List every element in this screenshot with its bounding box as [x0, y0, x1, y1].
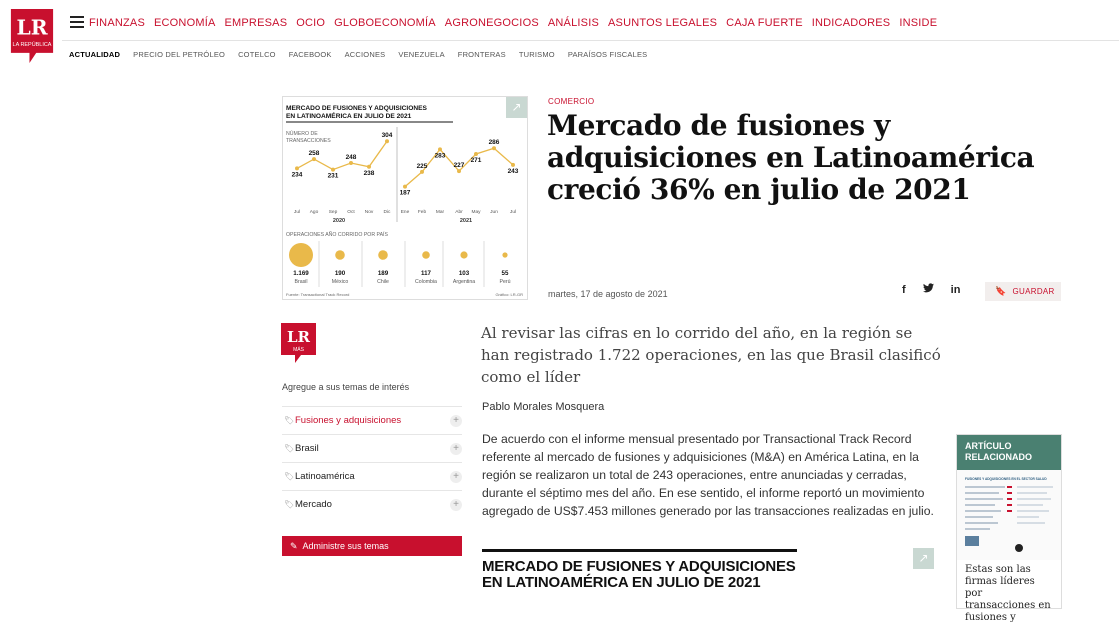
pencil-icon: ✎ [290, 541, 298, 551]
inline-chart-preview [482, 549, 797, 591]
article-author[interactable]: Pablo Morales Mosquera [482, 401, 605, 413]
topic-label: Latinoamérica [295, 471, 355, 482]
save-button[interactable] [985, 282, 1061, 301]
linkedin-icon[interactable]: in [950, 283, 961, 296]
nav-item-inside[interactable]: INSIDE [899, 17, 938, 29]
chart-source: Fuente: Transactional Track Record [286, 292, 350, 297]
related-thumbnail-graphic [963, 474, 1057, 556]
article-date: martes, 17 de agosto de 2021 [548, 289, 668, 299]
data-label: 238 [363, 169, 375, 177]
country-value: 117 [421, 270, 431, 277]
nav-item-analisis[interactable]: ANÁLISIS [547, 17, 599, 29]
section-label[interactable]: COMERCIO [548, 97, 595, 106]
expand-image-icon[interactable]: ↗ [913, 548, 934, 569]
subnav-item-fronteras[interactable]: FRONTERAS [457, 50, 506, 59]
country-value: 190 [334, 270, 346, 277]
chart-title-line2: EN LATINOAMÉRICA EN JULIO DE 2021 [286, 113, 412, 120]
nav-item-caja-fuerte[interactable]: CAJA FUERTE [726, 17, 803, 29]
data-label: 286 [488, 139, 500, 147]
data-point [474, 152, 478, 156]
topic-label: Brasil [295, 443, 319, 454]
add-topic-icon[interactable]: + [450, 471, 462, 483]
expand-image-icon[interactable]: ↗ [506, 97, 527, 118]
tick-label: Ene [400, 210, 410, 215]
primary-nav [89, 17, 946, 29]
topic-item-brasil[interactable] [282, 434, 462, 462]
country-bubble [335, 250, 345, 260]
add-topic-icon[interactable]: + [450, 443, 462, 455]
data-point [367, 165, 371, 169]
data-label: 234 [291, 171, 303, 179]
related-header: ARTÍCULO RELACIONADO [957, 435, 1061, 470]
data-point [420, 170, 424, 174]
tick-label: Dic [383, 210, 391, 215]
data-point [511, 163, 515, 167]
country-value: 103 [458, 270, 470, 277]
data-point [492, 146, 496, 150]
year-label-2020: 2020 [332, 218, 346, 224]
bubble-chart-title: OPERACIONES AÑO CORRIDO POR PAÍS [286, 232, 388, 238]
data-label: 225 [416, 162, 428, 170]
add-topic-icon[interactable]: + [450, 415, 462, 427]
data-label: 227 [453, 162, 465, 170]
lrmas-text: LR [286, 328, 311, 346]
data-point [349, 161, 353, 165]
chart-rule [482, 549, 797, 552]
tick-label: May [471, 210, 481, 215]
article-body: De acuerdo con el informe mensual presentado por Transactional Track Record referente al mercado de fusiones y adquisiciones (M&A) en América Latina, en la región se realizaron un total de 243 operaciones, entre anunciadas y cerradas, durante el séptimo mes del año. En ese sentido, el informe reportó un movimiento agregado de US$7.453 millones generado por las transacciones realizadas en julio. [482, 432, 934, 518]
data-point [331, 168, 335, 172]
tick-label: Nov [364, 210, 374, 215]
data-point [385, 139, 389, 143]
data-label: 243 [507, 167, 519, 175]
nav-item-economia[interactable]: ECONOMÍA [154, 17, 216, 29]
subnav-item-turismo[interactable]: TURISMO [518, 50, 555, 59]
nav-item-finanzas[interactable]: FINANZAS [89, 17, 145, 29]
chart-ylabel-line1: NÚMERO DE [286, 131, 318, 137]
subnav-item-venezuela[interactable]: VENEZUELA [398, 50, 445, 59]
data-label: 187 [399, 189, 411, 197]
data-label: 304 [381, 132, 393, 140]
topics-heading: Agregue a sus temas de interés [282, 382, 410, 392]
data-point [438, 147, 442, 151]
nav-item-globoeconomia[interactable]: GLOBOECONOMÍA [334, 17, 436, 29]
add-topic-icon[interactable]: + [450, 499, 462, 511]
data-label: 248 [345, 154, 357, 161]
save-label: GUARDAR [1012, 287, 1055, 296]
thumb-title: FUSIONES Y ADQUISICIONES EN EL SECTOR SALUD [965, 477, 1047, 481]
subnav-item-facebook[interactable]: FACEBOOK [288, 50, 332, 59]
nav-item-ocio[interactable]: OCIO [296, 17, 326, 29]
twitter-icon[interactable] [923, 283, 934, 296]
subnav-item-acciones[interactable]: ACCIONES [344, 50, 386, 59]
country-value: 55 [501, 270, 509, 277]
hero-chart-image[interactable] [282, 96, 528, 300]
chart-title-line1: MERCADO DE FUSIONES Y ADQUISICIONES [286, 105, 427, 112]
subnav-item-precio-petroleo[interactable]: PRECIO DEL PETRÓLEO [133, 50, 226, 59]
data-point [457, 169, 461, 173]
tick-label: Jul [293, 210, 301, 215]
facebook-icon[interactable]: f [902, 283, 906, 296]
data-label: 283 [434, 152, 446, 160]
inline-chart-title: MERCADO DE FUSIONES Y ADQUISICIONES EN LATINOAMÉRICA EN JULIO DE 2021 [482, 558, 796, 591]
country-bubble [289, 243, 313, 267]
tick-label: Jul [509, 210, 517, 215]
bookmark-icon: 🔖 [995, 286, 1007, 296]
country-name: México [331, 279, 349, 285]
country-name: Perú [499, 279, 511, 285]
data-label: 258 [308, 150, 320, 158]
tick-label: Feb [417, 210, 427, 215]
chart [283, 97, 527, 299]
bubble-group [289, 241, 511, 287]
related-thumbnail[interactable] [957, 470, 1061, 560]
tag-icon: 🏷 [284, 416, 295, 425]
nav-divider [62, 40, 1119, 41]
nav-item-agronegocios[interactable]: AGRONEGOCIOS [444, 17, 539, 29]
manage-label: Administre sus temas [302, 541, 389, 551]
country-value: 1.169 [293, 270, 309, 277]
article-lead: Al revisar las cifras en lo corrido del año, en la región se han registrado 1.722 operaciones, en las que Brasil clasificó como el líder [481, 324, 941, 386]
nav-item-indicadores[interactable]: INDICADORES [811, 17, 891, 29]
line-series-group [292, 132, 519, 215]
tag-icon: 🏷 [284, 444, 295, 453]
country-name: Argentina [452, 279, 476, 285]
data-point [312, 157, 316, 161]
year-label-2021: 2021 [459, 218, 473, 224]
subnav-item-paraisos-fiscales[interactable]: PARAÍSOS FISCALES [567, 50, 648, 59]
lr-mas-logo[interactable] [281, 323, 316, 363]
country-value: 189 [377, 270, 389, 277]
subnav-item-actualidad[interactable]: ACTUALIDAD [69, 50, 121, 59]
data-point [403, 185, 407, 189]
country-name: Colombia [415, 279, 437, 285]
chart-ylabel-line2: TRANSACCIONES [286, 138, 331, 144]
country-bubble [502, 252, 507, 257]
country-name: Brasil [294, 279, 308, 285]
topic-item-latinoamerica[interactable] [282, 462, 462, 490]
logo-text: LR [16, 15, 48, 40]
tick-label: Jun [490, 210, 498, 215]
tag-icon: 🏷 [284, 500, 295, 509]
nav-item-empresas[interactable]: EMPRESAS [224, 17, 288, 29]
la-republica-logo[interactable] [7, 9, 57, 63]
logo-subtext: LA REPÚBLICA [12, 42, 52, 49]
topic-label: Mercado [295, 499, 332, 510]
menu-icon[interactable] [70, 16, 84, 28]
secondary-nav [69, 50, 660, 59]
topic-label: Fusiones y adquisiciones [295, 415, 402, 426]
site-header [0, 0, 1119, 72]
related-title: Estas son las firmas líderes por transacciones en fusiones y [965, 564, 1051, 623]
country-bubble [460, 251, 467, 258]
country-name: Chile [377, 279, 389, 285]
tick-label: Sep [328, 210, 338, 215]
tick-label: Mar [435, 210, 445, 215]
manage-topics-button[interactable] [282, 536, 462, 556]
nav-item-asuntos-legales[interactable]: ASUNTOS LEGALES [608, 17, 718, 29]
country-bubble [378, 250, 388, 260]
related-article-card[interactable] [956, 434, 1062, 623]
tick-label: Oct [347, 210, 355, 215]
article-title: Mercado de fusiones y adquisiciones en Latinoamérica creció 36% en julio de 2021 [547, 109, 1035, 206]
topic-item-fusiones[interactable] [282, 406, 462, 434]
country-bubble [422, 251, 430, 259]
data-point [295, 166, 299, 170]
data-label: 271 [470, 157, 482, 164]
data-label: 231 [327, 172, 339, 180]
subnav-item-cotelco[interactable]: COTELCO [238, 50, 276, 59]
tick-label: Abr [455, 210, 463, 215]
lrmas-subtext: MÁS [293, 347, 304, 353]
chart-credit: Gráfico: LR-GR [495, 292, 523, 297]
tag-icon: 🏷 [284, 472, 295, 481]
share-bar [902, 283, 977, 296]
tick-label: Ago [309, 210, 319, 215]
topic-item-mercado[interactable] [282, 490, 462, 518]
